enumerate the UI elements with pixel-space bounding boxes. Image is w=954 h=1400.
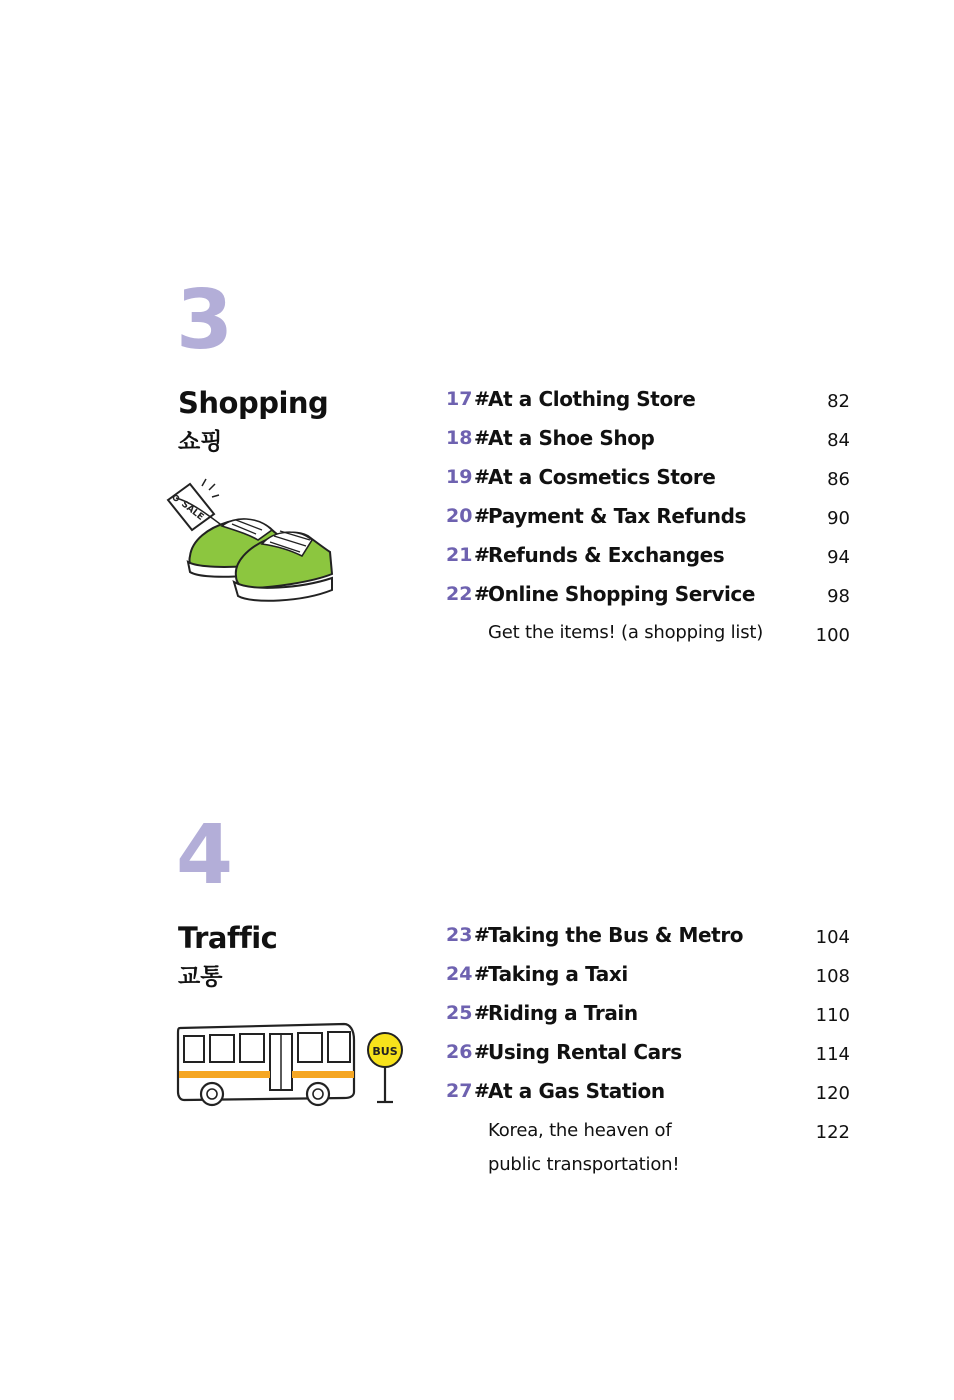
entry-number: 26 [446,1041,473,1063]
toc-entry[interactable] [446,542,856,581]
entry-number: 19 [446,466,473,488]
toc-list [446,922,856,1175]
entry-number: 24 [446,963,473,985]
entry-page: 90 [827,508,850,529]
chapter-title: Traffic [178,921,278,955]
hash-symbol: # [474,544,490,566]
entry-title: Refunds & Exchanges [488,543,725,567]
toc-extra-entry[interactable] [446,620,856,659]
sneakers-illustration [162,478,334,606]
entry-page: 94 [827,547,850,568]
entry-number: 17 [446,388,473,410]
entry-page: 98 [827,586,850,607]
toc-list [446,386,856,659]
entry-page: 86 [827,469,850,490]
hash-symbol: # [474,1041,490,1063]
toc-entry[interactable] [446,425,856,464]
entry-title: Online Shopping Service [488,582,756,606]
hash-symbol: # [474,963,490,985]
extra-title: Korea, the heaven of public transportation! [488,1120,680,1175]
entry-number: 25 [446,1002,473,1024]
entry-title: Using Rental Cars [488,1040,682,1064]
toc-entry[interactable] [446,503,856,542]
bus-illustration [172,1020,404,1110]
entry-title: At a Gas Station [488,1079,665,1103]
entry-page: 104 [815,927,850,948]
entry-number: 27 [446,1080,473,1102]
hash-symbol: # [474,583,490,605]
extra-page: 100 [815,625,850,646]
chapter-number: 3 [176,273,234,368]
hash-symbol: # [474,388,490,410]
hash-symbol: # [474,427,490,449]
entry-title: At a Shoe Shop [488,426,655,450]
hash-symbol: # [474,466,490,488]
entry-number: 18 [446,427,473,449]
toc-entry[interactable] [446,1039,856,1078]
entry-page: 82 [827,391,850,412]
chapter-korean-title: 교통 [178,964,223,990]
entry-page: 120 [815,1083,850,1104]
entry-number: 23 [446,924,473,946]
toc-extra-entry[interactable] [446,1117,856,1175]
toc-entry[interactable] [446,581,856,620]
hash-symbol: # [474,505,490,527]
hash-symbol: # [474,924,490,946]
bus-sign-text: BUS [372,1045,398,1058]
chapter-number: 4 [176,808,234,903]
entry-page: 84 [827,430,850,451]
entry-title: Taking the Bus & Metro [488,923,744,947]
toc-entry[interactable] [446,922,856,961]
hash-symbol: # [474,1002,490,1024]
entry-number: 22 [446,583,473,605]
toc-entry[interactable] [446,1000,856,1039]
entry-number: 20 [446,505,473,527]
toc-entry[interactable] [446,386,856,425]
entry-title: Payment & Tax Refunds [488,504,746,528]
bus-stop-sign-icon [368,1033,402,1102]
toc-entry[interactable] [446,464,856,503]
bus-icon [178,1024,354,1105]
entry-title: Taking a Taxi [488,962,628,986]
toc-entry[interactable] [446,961,856,1000]
entry-title: Riding a Train [488,1001,638,1025]
entry-page: 114 [815,1044,850,1065]
extra-page: 122 [815,1122,850,1143]
chapter-korean-title: 쇼핑 [178,429,223,455]
sale-tag-icon [168,479,228,530]
entry-title: At a Clothing Store [488,387,696,411]
toc-entry[interactable] [446,1078,856,1117]
extra-title: Get the items! (a shopping list) [488,622,764,643]
entry-number: 21 [446,544,473,566]
hash-symbol: # [474,1080,490,1102]
entry-title: At a Cosmetics Store [488,465,716,489]
sale-tag-text: SALE [179,499,206,523]
entry-page: 110 [815,1005,850,1026]
entry-page: 108 [815,966,850,987]
chapter-title: Shopping [178,386,329,420]
